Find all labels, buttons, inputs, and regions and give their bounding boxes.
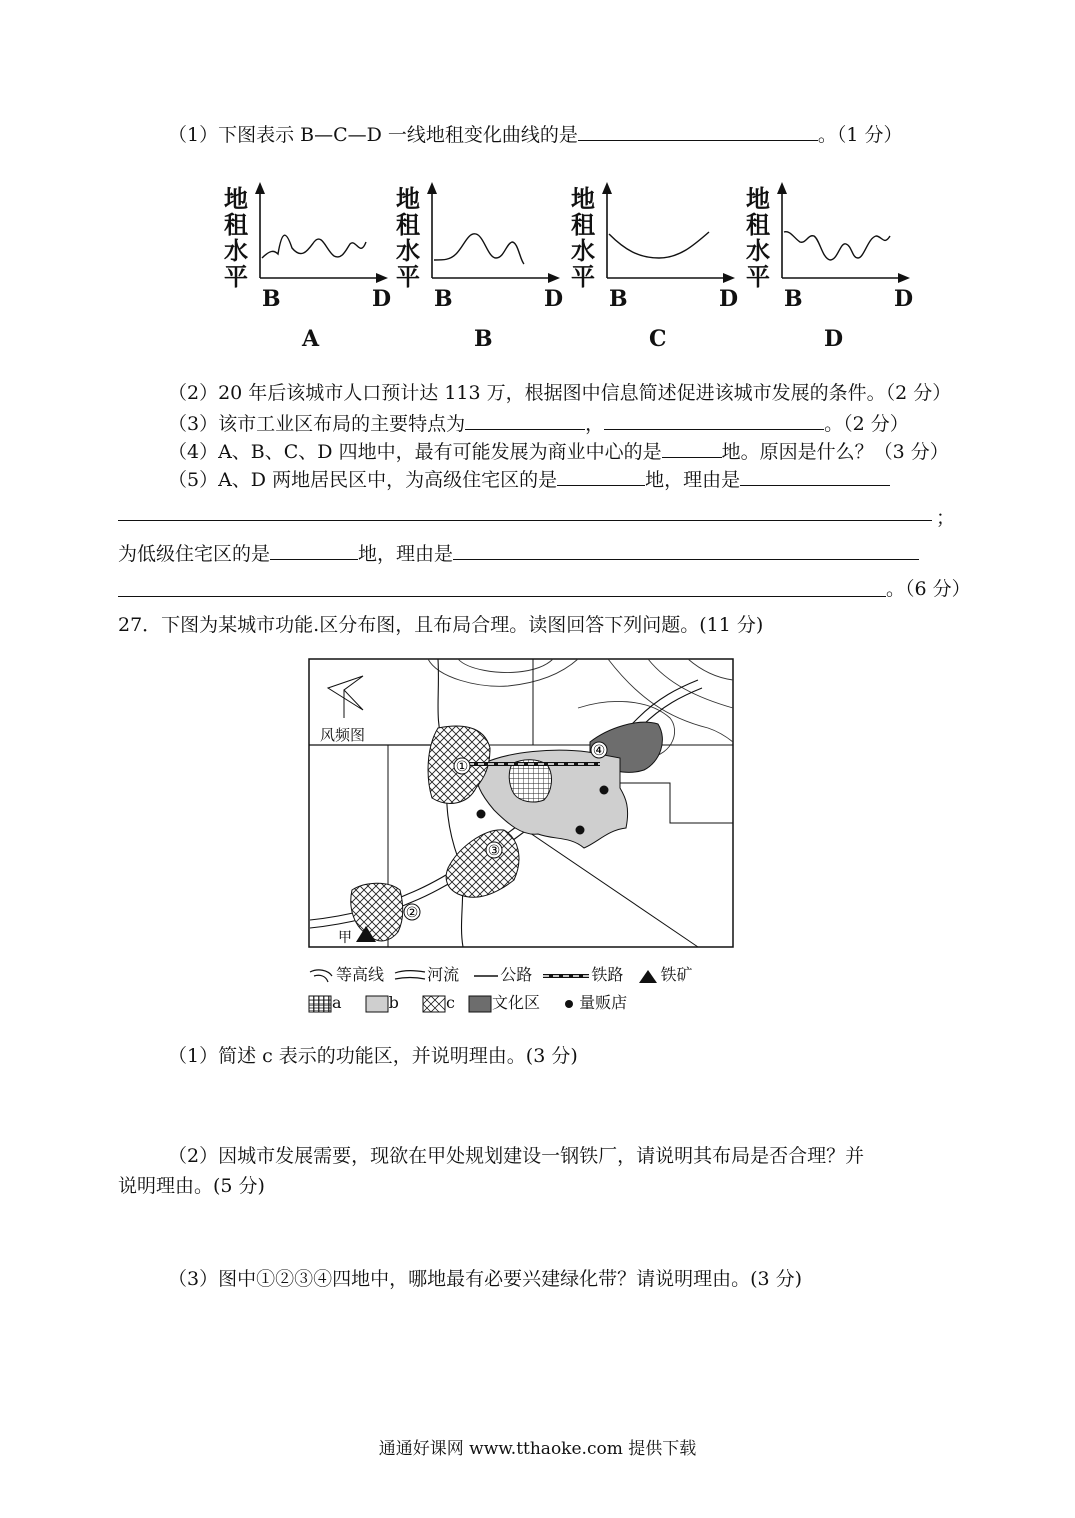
answer-blank[interactable] <box>465 409 585 430</box>
contour-icon <box>308 968 336 984</box>
graph-option-a: A <box>302 326 320 352</box>
legend-row-1 <box>308 962 692 985</box>
q26-sub5-text: （5）A、D 两地居民区中，为高级住宅区的是 <box>168 469 558 491</box>
graph-option-d: D <box>824 326 844 352</box>
q26-sub3 <box>168 409 909 437</box>
q26-sub4-after: 地。原因是什么？（3 分） <box>721 441 949 463</box>
graph-ylabel: 地 租 水 平 <box>571 185 595 291</box>
legend-a: a <box>332 993 342 1012</box>
q26-sub5-score: 。（6 分） <box>886 578 971 600</box>
answer-blank[interactable] <box>662 437 722 458</box>
road-icon <box>472 968 500 984</box>
site-label-3: ③ <box>487 843 501 859</box>
legend-iron: 铁矿 <box>660 965 693 984</box>
q27-title: 27．下图为某城市功能.区分布图，且布局合理。读图回答下列问题。(11 分) <box>118 614 764 636</box>
q27-sub2-line2: 说明理由。(5 分) <box>118 1175 265 1197</box>
graph-ylabel: 地 租 水 平 <box>396 185 420 291</box>
axis-b-label: B <box>434 286 453 312</box>
site-label-1: ① <box>455 759 469 775</box>
q27-sub3: （3）图中①②③④四地中，哪地最有必要兴建绿化带？请说明理由。(3 分) <box>168 1268 803 1290</box>
q27-sub1: （1）简述 c 表示的功能区，并说明理由。(3 分) <box>168 1045 578 1067</box>
wind-rose-label: 风频图 <box>320 726 366 744</box>
jia-label: 甲 <box>338 930 352 946</box>
axis-b-label: B <box>262 286 281 312</box>
answer-line[interactable] <box>118 520 932 521</box>
city-function-map <box>308 658 734 948</box>
legend-river: 河流 <box>427 965 460 984</box>
graph-ylabel: 地 租 水 平 <box>224 185 248 291</box>
axis-d-label: D <box>544 286 564 312</box>
q26-sub3-text: （3）该市工业区布局的主要特点为 <box>168 413 466 435</box>
q26-sub3-sep: ， <box>585 413 605 435</box>
rent-graph-d <box>744 180 924 350</box>
triangle-icon <box>636 968 660 984</box>
legend-c: c <box>445 993 455 1012</box>
q26-sub1 <box>168 120 903 148</box>
site-label-4: ④ <box>592 743 606 759</box>
rent-graph-c <box>569 180 749 350</box>
answer-blank[interactable] <box>604 409 824 430</box>
store-marker <box>477 810 486 819</box>
legend-store: 量贩店 <box>579 993 628 1012</box>
answer-blank[interactable] <box>270 539 358 560</box>
store-marker <box>600 786 609 795</box>
answer-blank[interactable] <box>453 539 919 560</box>
rent-graph-a <box>222 180 402 350</box>
railway-icon <box>541 968 591 984</box>
q26-sub5-low <box>118 539 919 567</box>
dot-icon <box>559 996 579 1012</box>
q26-sub4-text: （4）A、B、C、D 四地中，最有可能发展为商业中心的是 <box>168 441 662 463</box>
axis-d-label: D <box>719 286 739 312</box>
gray-swatch-icon <box>365 995 389 1013</box>
q26-sub1-score: 。（1 分） <box>817 124 903 146</box>
footer-credit: 通通好课网 www.tthaoke.com 提供下载 <box>378 1439 697 1459</box>
legend-railway: 铁路 <box>591 965 624 984</box>
q26-sub5 <box>168 465 890 493</box>
legend-culture: 文化区 <box>492 993 541 1012</box>
q26-sub5-mid: 地，理由是 <box>645 469 741 491</box>
graph-option-b: B <box>474 326 493 352</box>
answer-blank[interactable] <box>740 465 890 486</box>
answer-blank[interactable] <box>557 465 645 486</box>
store-marker <box>576 826 585 835</box>
site-label-2: ② <box>405 905 419 921</box>
q26-sub2: （2）20 年后该城市人口预计达 113 万，根据图中信息简述促进该城市发展的条件。（2 分） <box>168 382 952 404</box>
axis-b-label: B <box>609 286 628 312</box>
graph-option-c: C <box>649 326 667 352</box>
dark-swatch-icon <box>468 995 492 1013</box>
answer-blank[interactable] <box>578 120 818 141</box>
q26-sub4 <box>168 437 949 465</box>
legend-b: b <box>388 993 399 1012</box>
river-icon <box>393 968 427 984</box>
q26-sub5-low-mid: 地，理由是 <box>358 543 454 565</box>
grid-swatch-icon <box>308 995 332 1013</box>
legend-contour: 等高线 <box>336 965 385 984</box>
map-svg <box>308 658 734 948</box>
q26-sub5-low-text: 为低级住宅区的是 <box>118 543 271 565</box>
cross-swatch-icon <box>422 995 446 1013</box>
graph-ylabel: 地 租 水 平 <box>746 185 770 291</box>
axis-b-label: B <box>784 286 803 312</box>
q26-sub1-text: （1）下图表示 B—C—D 一线地租变化曲线的是 <box>168 124 578 146</box>
legend-row-2 <box>308 990 627 1013</box>
answer-line[interactable] <box>118 596 886 597</box>
legend-road: 公路 <box>500 965 533 984</box>
axis-d-label: D <box>372 286 392 312</box>
semicolon: ； <box>936 507 956 529</box>
axis-d-label: D <box>894 286 914 312</box>
rent-graph-b <box>394 180 574 350</box>
q26-sub3-score: 。（2 分） <box>824 413 909 435</box>
q27-sub2-line1: （2）因城市发展需要，现欲在甲处规划建设一钢铁厂，请说明其布局是否合理？并 <box>168 1145 865 1167</box>
